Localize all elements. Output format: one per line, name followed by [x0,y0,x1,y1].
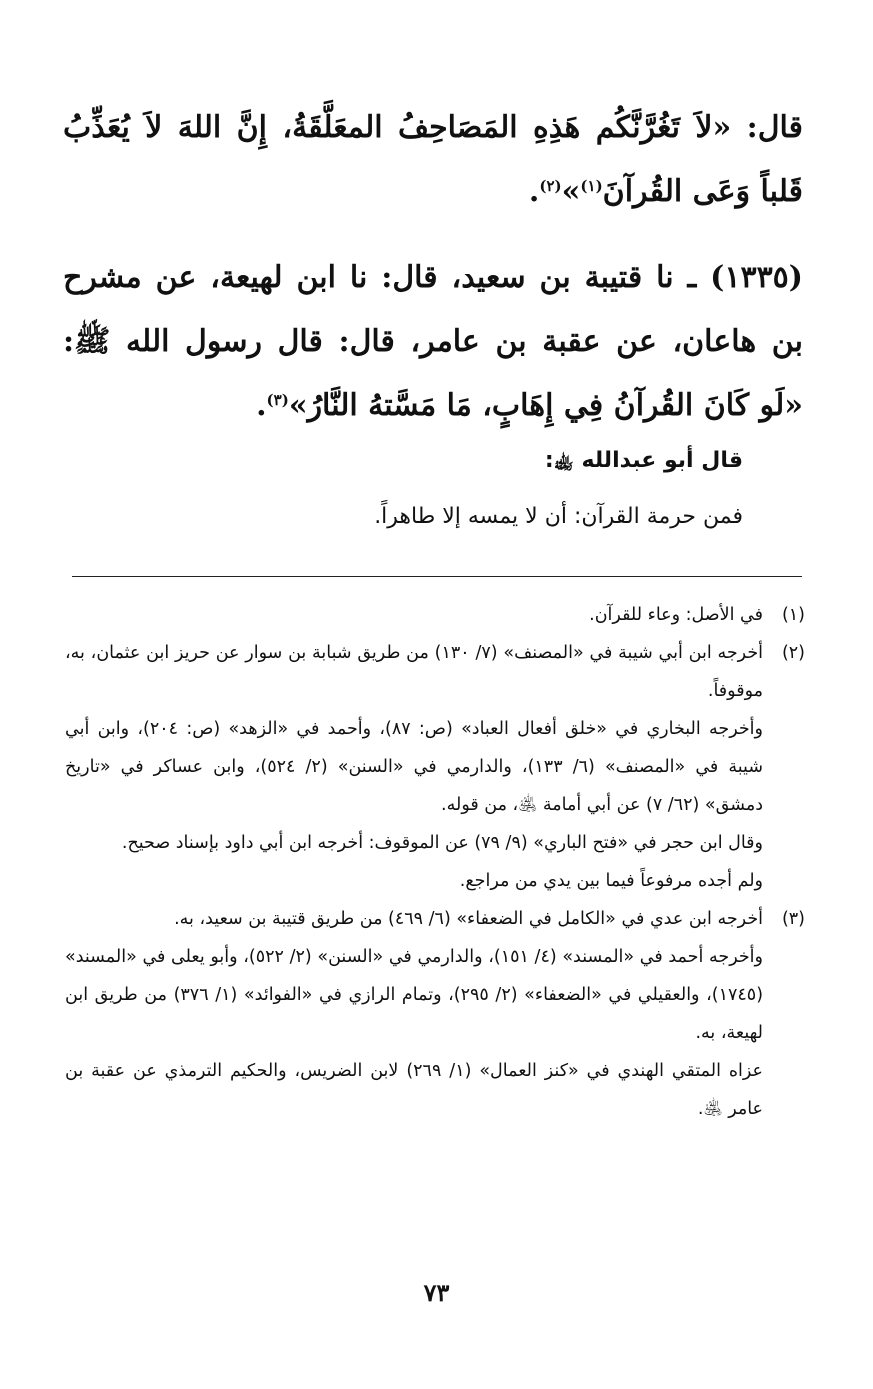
footnote-3 [65,900,805,1128]
footnote-line: في الأصل: وعاء للقرآن. [589,605,763,625]
footnote-line: وأخرجه البخاري في «خلق أفعال العباد» (ص: ٨٧)، وأحمد في «الزهد» (ص: ٢٠٤)، وابن أبي شيبة في «المصنف» (٦/ ١٣٣)، والدارمي في «السنن» (٢/ ٥٢٤)، وابن عساكر في «تاريخ دمشق» (٦٢/ ٧) عن أبي أمامة ﵁، من قوله. [65,719,763,815]
footnote-line: عزاه المتقي الهندي في «كنز العمال» (١/ ٢٦٩) لابن الضريس، والحكيم الترمذي عن عقبة بن عامر ﵁. [65,1061,763,1119]
paragraph-2-end: . [256,388,267,423]
paragraph-1-text: قال: «لاَ تَغُرَّنَّكُم هَذِهِ المَصَاحِفُ المعَلَّقَةُ، إِنَّ اللهَ لاَ يُعَذِّبُ قَلباً وَعَى القُرآنَ [63,110,803,209]
footnote-body [65,900,763,1128]
author-line: قال أبو عبدالله ﵀: [544,448,743,473]
paragraph-2-text: ـ نا قتيبة بن سعيد، قال: نا ابن لهيعة، عن مشرح بن هاعان، عن عقبة بن عامر، قال: قال رسول الله ﷺ: «لَو كَانَ القُرآنُ فِي إِهَابٍ، مَا مَسَّتهُ النَّارُ» [63,260,803,423]
footnote-divider [72,576,802,577]
footnote-ref-3[interactable]: (٣) [266,391,289,409]
footnotes [65,596,805,1128]
paragraph-1-end: . [528,174,540,209]
footnote-number: (١) [781,605,805,625]
footnote-body [65,634,763,900]
footnote-line: وأخرجه أحمد في «المسند» (٤/ ١٥١)، والدارمي في «السنن» (٢/ ٥٢٢)، وأبو يعلى في «المسند» (١٧٤٥)، والعقيلي في «الضعفاء» (٢/ ٢٩٥)، وتمام الرازي في «الفوائد» (١/ ٣٧٦) من طريق ابن لهيعة، به. [65,947,764,1043]
main-paragraph-1 [63,96,803,224]
footnote-line: ولم أجده مرفوعاً فيما بين يدي من مراجع. [459,871,763,891]
footnote-line: أخرجه ابن أبي شيبة في «المصنف» (٧/ ١٣٠) من طريق شبابة بن سوار عن حريز ابن عثمان، به، موقوفاً. [65,643,764,701]
footnote-line: أخرجه ابن عدي في «الكامل في الضعفاء» (٦/ ٤٦٩) من طريق قتيبة بن سعيد، به. [174,909,763,929]
quote-close: » [561,174,581,209]
footnote-2 [65,634,805,900]
comment-line: فمن حرمة القرآن: أن لا يمسه إلا طاهراً. [374,504,743,529]
footnote-1 [65,596,805,634]
footnote-body [65,596,763,634]
footnote-ref-2[interactable]: (٢) [539,177,562,195]
main-paragraph-2 [63,246,803,438]
footnote-number: (٢) [781,643,805,663]
footnote-number: (٣) [781,909,805,929]
hadith-number: (١٣٣٥) [710,260,803,295]
page-number: ٧٣ [423,1278,450,1307]
footnote-ref-1[interactable]: (١) [580,177,603,195]
footnote-line: وقال ابن حجر في «فتح الباري» (٩/ ٧٩) عن الموقوف: أخرجه ابن أبي داود بإسناد صحيح. [121,833,763,853]
